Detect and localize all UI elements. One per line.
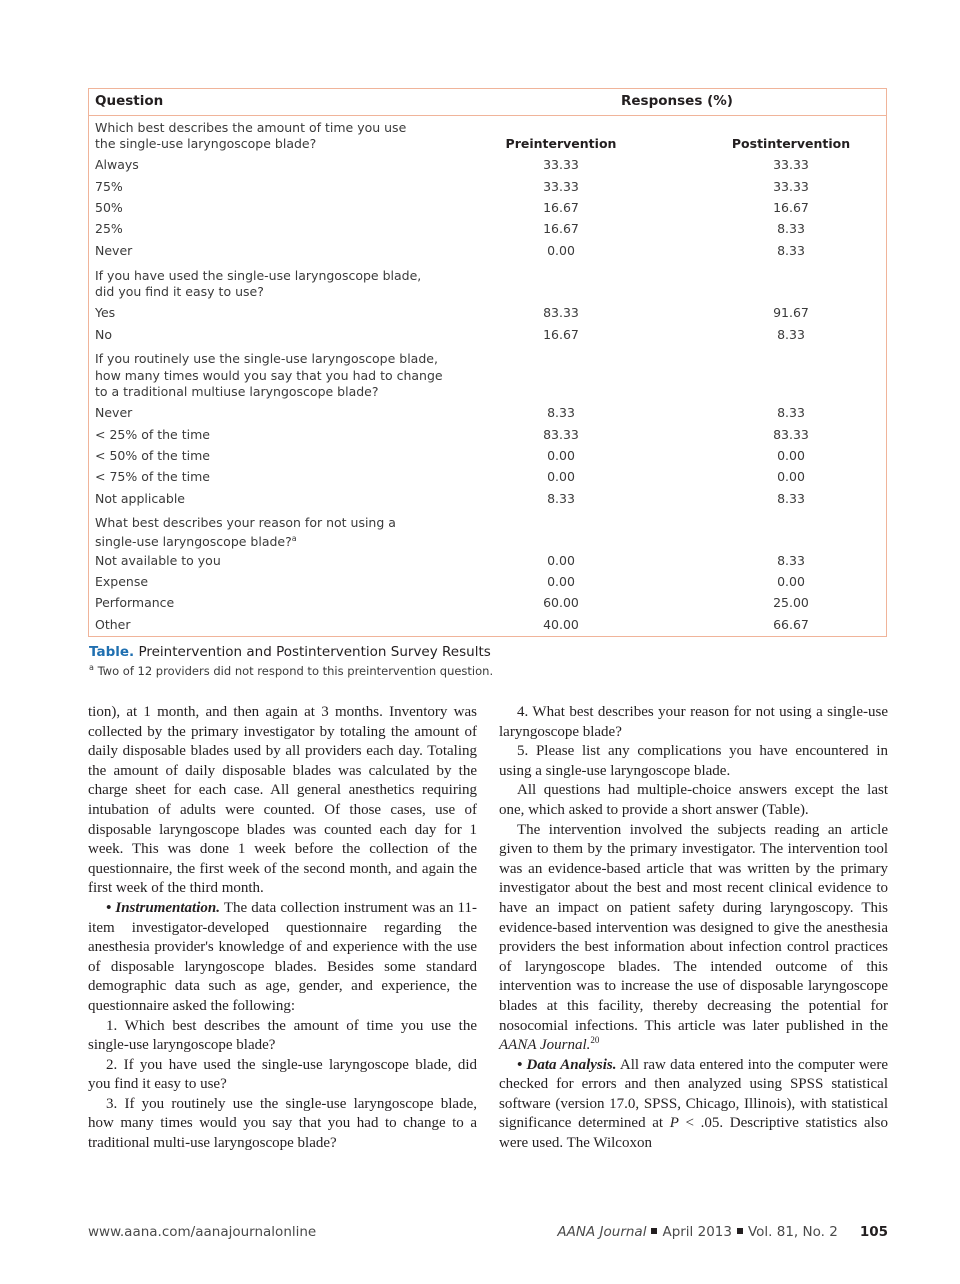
post-value: 0.00 xyxy=(777,574,805,589)
question-item: 3. If you routinely use the single-use laryngoscope blade, how many times would you say that you had to change to a traditional multi-use laryngoscope blade? xyxy=(88,1095,477,1152)
pre-value: 33.33 xyxy=(543,179,579,194)
survey-results-table xyxy=(88,88,887,637)
post-value: 8.33 xyxy=(777,553,805,568)
post-value: 33.33 xyxy=(773,157,809,172)
reference-marker: 20 xyxy=(590,1035,600,1046)
caption-text: Preintervention and Postintervention Survey Results xyxy=(138,644,491,660)
post-value: 0.00 xyxy=(777,469,805,484)
row-label: < 50% of the time xyxy=(95,448,210,463)
question-3-line-1: If you routinely use the single-use laryngoscope blade, xyxy=(95,351,438,366)
row-label: < 75% of the time xyxy=(95,469,210,484)
post-value: 33.33 xyxy=(773,179,809,194)
paragraph-text: < .05. Descriptive statistics also were used. The Wilcoxon xyxy=(499,1115,888,1152)
footnote-mark: a xyxy=(89,663,94,672)
question-3-line-3: to a traditional multiuse laryngoscope blade? xyxy=(95,384,379,399)
question-1-line-2: the single-use laryngoscope blade? xyxy=(95,136,317,151)
page-number: 105 xyxy=(859,1224,888,1240)
issue-date: April 2013 xyxy=(662,1224,732,1240)
paragraph-text: The intervention involved the subjects reading an article given to them by the primary investigator. The intervention tool was an evidence-based article that was written by the primary investigator about the best and most recent clinical evidence to have an impact on patient safety during laryngoscopy. This evidence-based intervention was designed to give the anesthesia providers the best information about infection control practices of laryngoscope blades. The intended outcome of this intervention was to increase the use of disposable laryngoscope blades at this facility, thereby decreasing the potential for nosocomial infections. This article was later published in the xyxy=(499,821,888,1034)
paragraph: All questions had multiple-choice answers except the last one, which asked to provide a short answer (Table). xyxy=(499,782,888,818)
journal-title: AANA Journal xyxy=(557,1224,647,1240)
paragraph-data-analysis xyxy=(499,1056,888,1154)
table-footnote xyxy=(89,663,493,678)
post-value: 8.33 xyxy=(777,327,805,342)
post-value: 16.67 xyxy=(773,200,809,215)
row-label: Not available to you xyxy=(95,553,221,568)
paragraph-intervention xyxy=(499,821,888,1056)
footer-url: www.aana.com/aanajournalonline xyxy=(88,1224,317,1240)
post-value: 66.67 xyxy=(773,617,809,632)
question-4-line-1: What best describes your reason for not using a xyxy=(95,515,396,530)
row-label: < 25% of the time xyxy=(95,427,210,442)
row-label: Always xyxy=(95,157,139,172)
pre-value: 83.33 xyxy=(543,427,579,442)
separator-square-icon xyxy=(651,1228,657,1234)
p-symbol: P xyxy=(669,1115,679,1132)
post-value: 0.00 xyxy=(777,448,805,463)
column-header-postintervention: Postintervention xyxy=(731,136,851,151)
post-value: 8.33 xyxy=(777,405,805,420)
row-label: Performance xyxy=(95,595,175,610)
pre-value: 0.00 xyxy=(547,448,575,463)
paragraph-text: All raw data entered into the computer were checked for errors and then analyzed using SPSS statistical software (version 17.0, SPSS, Chicago, Illinois), with statistical significance determined at xyxy=(499,1056,888,1132)
pre-value: 0.00 xyxy=(547,243,575,258)
row-label: Expense xyxy=(95,574,149,589)
header-rule xyxy=(89,115,886,116)
pre-value: 0.00 xyxy=(547,574,575,589)
row-label: Yes xyxy=(95,305,116,320)
row-label: 50% xyxy=(95,200,123,215)
post-value: 91.67 xyxy=(773,305,809,320)
question-4-line-2: single-use laryngoscope blade?$^a$ xyxy=(95,534,297,550)
paragraph-text: The data collection instrument was an 11-item investigator-developed questionnaire regarding the anesthesia provider's knowledge of and experience with the use of disposable laryngoscope blades. Besides some standard demographic data such as age, gender, and experience, the questionnaire asked the following: xyxy=(88,899,477,1014)
row-label: Not applicable xyxy=(95,491,185,506)
caption-label: Table. xyxy=(89,644,135,660)
pre-value: 8.33 xyxy=(547,491,575,506)
section-lead: • Instrumentation. xyxy=(106,899,220,916)
row-label: Never xyxy=(95,405,133,420)
footer-journal-info xyxy=(557,1224,888,1240)
question-item: 4. What best describes your reason for not using a single-use laryngoscope blade? xyxy=(499,704,888,740)
separator-square-icon xyxy=(737,1228,743,1234)
right-text-column xyxy=(499,703,888,1154)
row-label: No xyxy=(95,327,112,342)
paragraph-instrumentation xyxy=(88,899,477,1017)
pre-value: 60.00 xyxy=(543,595,579,610)
column-header-responses: Responses (%) xyxy=(621,93,733,109)
question-item: 5. Please list any complications you have encountered in using a single-use laryngoscope blade. xyxy=(499,743,888,779)
row-label: Never xyxy=(95,243,133,258)
column-header-preintervention: Preintervention xyxy=(505,136,617,151)
left-text-column xyxy=(88,703,477,1154)
footnote-text: Two of 12 providers did not respond to this preintervention question. xyxy=(97,663,494,678)
question-2-line-1: If you have used the single-use laryngoscope blade, xyxy=(95,268,422,283)
question-2-line-2: did you find it easy to use? xyxy=(95,284,264,299)
question-3-line-2: how many times would you say that you had to change xyxy=(95,368,443,383)
table-caption xyxy=(89,644,491,660)
post-value: 8.33 xyxy=(777,221,805,236)
pre-value: 8.33 xyxy=(547,405,575,420)
post-value: 8.33 xyxy=(777,243,805,258)
question-1-line-1: Which best describes the amount of time you use xyxy=(95,120,407,135)
pre-value: 16.67 xyxy=(543,221,579,236)
journal-name: AANA Journal. xyxy=(499,1037,591,1054)
row-label: Other xyxy=(95,617,131,632)
question-item: 1. Which best describes the amount of time you use the single-use laryngoscope blade? xyxy=(88,1017,477,1054)
row-label: 75% xyxy=(95,179,123,194)
post-value: 83.33 xyxy=(773,427,809,442)
paragraph: tion), at 1 month, and then again at 3 months. Inventory was collected by the primary investigator by totaling the amount of daily disposable blades used by all providers each day. Totaling the amount of daily disposable blades was calculated by the charge sheet for each case. All general anesthetics requiring intubation of adults were counted. Of those cases, use of disposable laryngoscope blades was counted each day for 1 week. This was done 1 week before the collection of the questionnaire, the first week of the second month, and again the first week of the third month. xyxy=(88,704,477,897)
pre-value: 0.00 xyxy=(547,469,575,484)
volume-info: Vol. 81, No. 2 xyxy=(747,1224,838,1240)
column-header-question: Question xyxy=(95,93,164,109)
post-value: 25.00 xyxy=(773,595,809,610)
pre-value: 16.67 xyxy=(543,327,579,342)
pre-value: 16.67 xyxy=(543,200,579,215)
section-lead: • Data Analysis. xyxy=(517,1056,617,1073)
footnote-marker: a xyxy=(291,534,297,543)
post-value: 8.33 xyxy=(777,491,805,506)
pre-value: 83.33 xyxy=(543,305,579,320)
pre-value: 33.33 xyxy=(543,157,579,172)
question-item: 2. If you have used the single-use laryngoscope blade, did you find it easy to use? xyxy=(88,1056,477,1093)
pre-value: 40.00 xyxy=(543,617,579,632)
row-label: 25% xyxy=(95,221,123,236)
pre-value: 0.00 xyxy=(547,553,575,568)
